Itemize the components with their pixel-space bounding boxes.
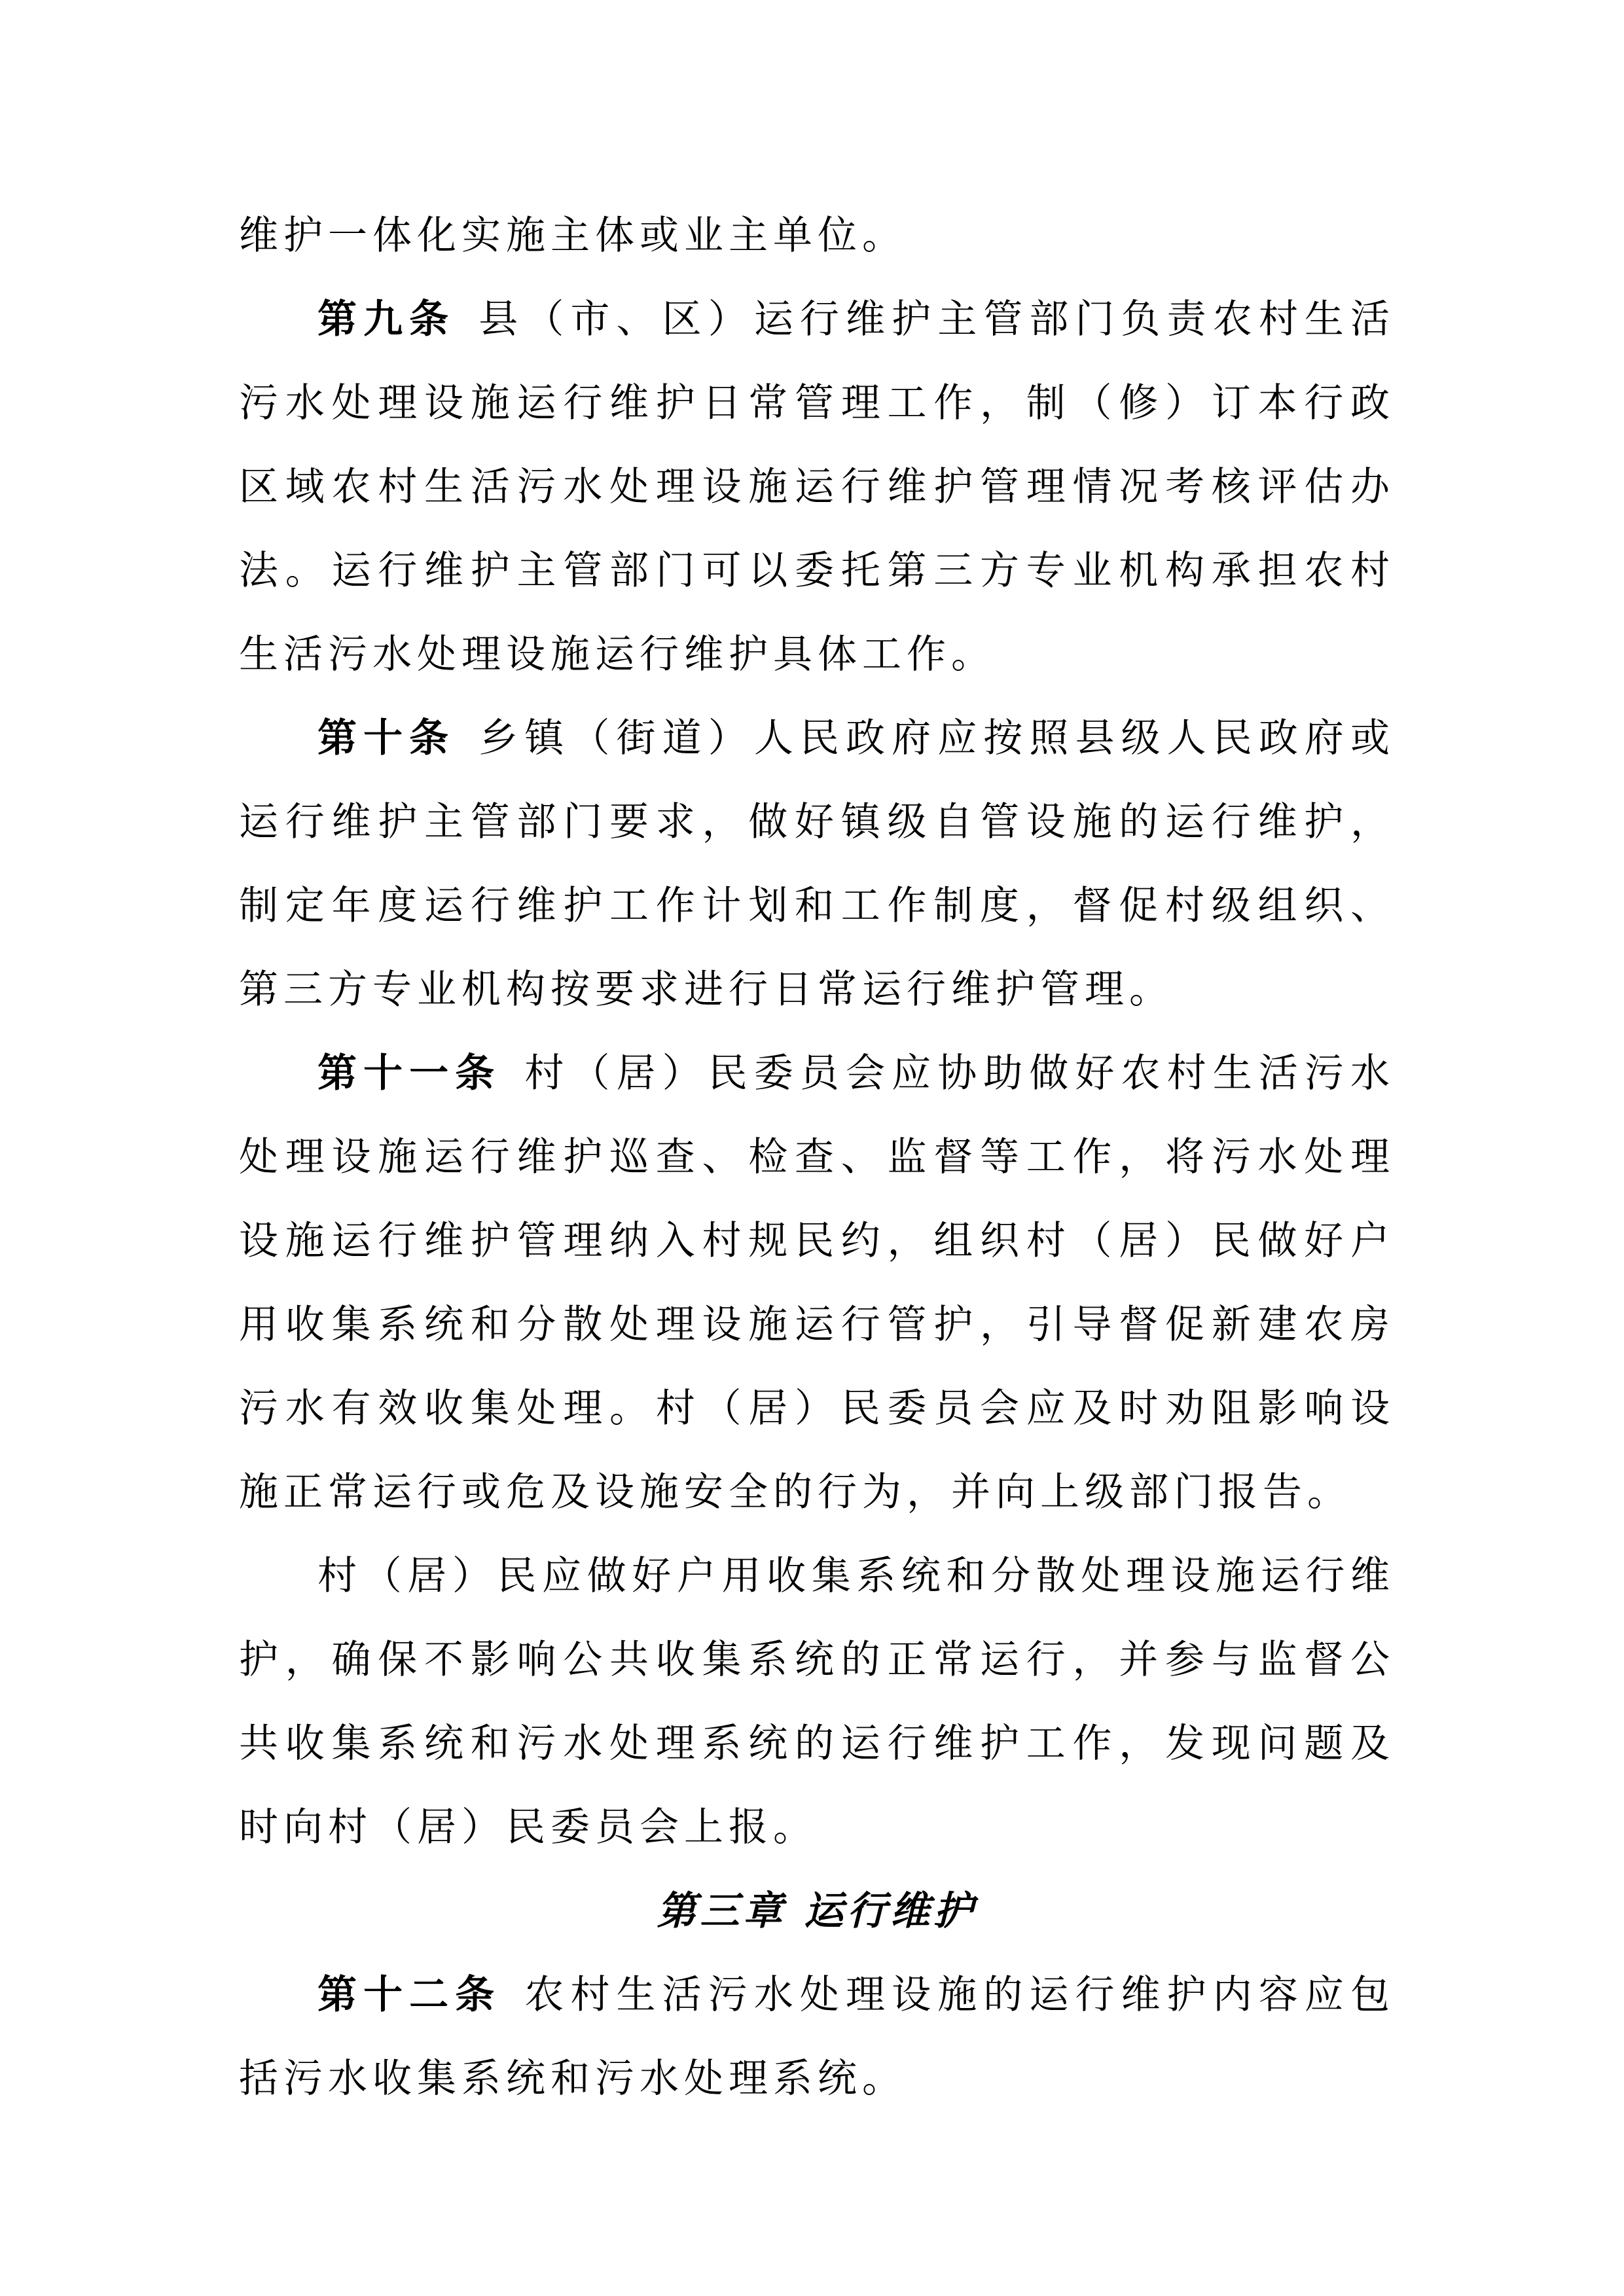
chapter-3-heading bbox=[239, 1869, 1395, 1953]
article-12-number: 第十二条 bbox=[317, 1973, 501, 2017]
article-12-text: 农村生活污水处理设施的运行维护内容应包括污水收集系统和污水处理系统。 bbox=[239, 1973, 1396, 2100]
paragraph-continuation bbox=[239, 194, 1395, 278]
paragraph-article-12 bbox=[239, 1953, 1395, 2121]
paragraph-villagers-duty bbox=[239, 1534, 1395, 1869]
paragraph-article-11 bbox=[239, 1031, 1395, 1534]
article-9-text: 县（市、区）运行维护主管部门负责农村生活污水处理设施运行维护日常管理工作，制（修）订本行政区域农村生活污水处理设施运行维护管理情况考核评估办法。运行维护主管部门可以委托第三方专业机构承担农村生活污水处理设施运行维护具体工作。 bbox=[239, 297, 1396, 676]
article-10-text: 乡镇（街道）人民政府应按照县级人民政府或运行维护主管部门要求，做好镇级自管设施的运行维护，制定年度运行维护工作计划和工作制度，督促村级组织、第三方专业机构按要求进行日常运行维护管理。 bbox=[239, 716, 1396, 1011]
paragraph-text: 维护一体化实施主体或业主单位。 bbox=[239, 213, 907, 257]
paragraph-article-9 bbox=[239, 278, 1395, 696]
article-9-number: 第九条 bbox=[317, 297, 456, 341]
document-body bbox=[239, 194, 1395, 2121]
article-11-number: 第十一条 bbox=[317, 1051, 501, 1095]
paragraph-text: 村（居）民应做好户用收集系统和分散处理设施运行维护，确保不影响公共收集系统的正常运行，并参与监督公共收集系统和污水处理系统的运行维护工作，发现问题及时向村（居）民委员会上报。 bbox=[239, 1554, 1395, 1849]
paragraph-article-10 bbox=[239, 696, 1395, 1031]
article-11-text: 村（居）民委员会应协助做好农村生活污水处理设施运行维护巡查、检查、监督等工作，将污水处理设施运行维护管理纳入村规民约，组织村（居）民做好户用收集系统和分散处理设施运行管护，引导督促新建农房污水有效收集处理。村（居）民委员会应及时劝阻影响设施正常运行或危及设施安全的行为，并向上级部门报告。 bbox=[239, 1051, 1396, 1514]
chapter-heading-text: 第三章 运行维护 bbox=[657, 1888, 977, 1934]
article-10-number: 第十条 bbox=[317, 716, 456, 760]
